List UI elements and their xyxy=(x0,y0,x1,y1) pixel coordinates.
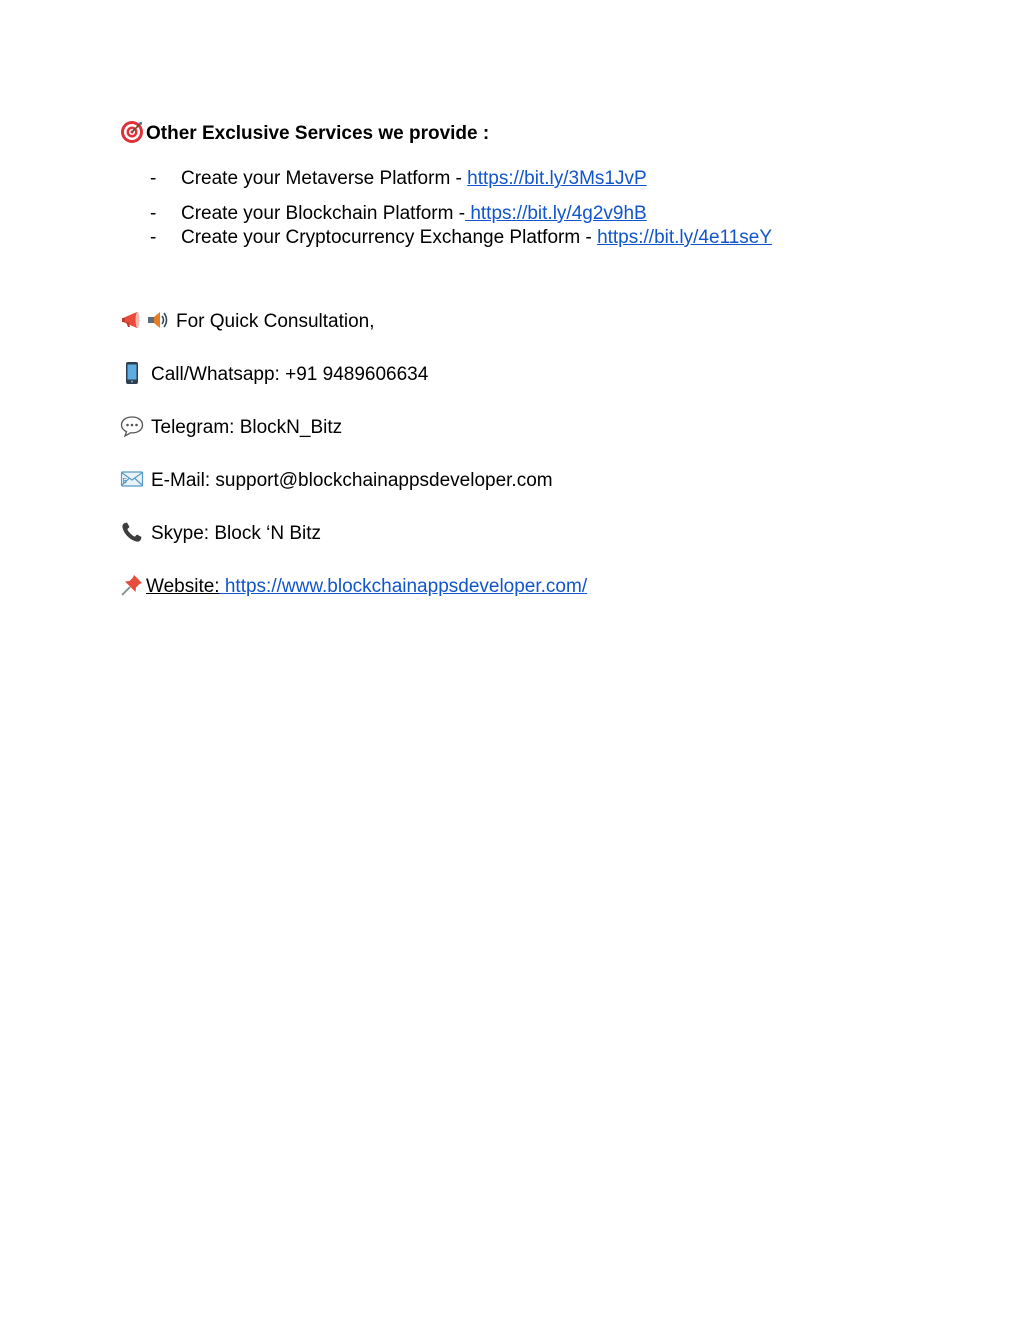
website-link[interactable]: https://www.blockchainappsdeveloper.com/ xyxy=(219,576,588,597)
speech-bubble-icon xyxy=(120,414,144,438)
megaphone-icon xyxy=(120,308,144,332)
metaverse-link[interactable]: https://bit.ly/3Ms1JvP xyxy=(467,168,647,189)
list-dash: - xyxy=(150,203,157,224)
blockchain-link[interactable]: https://bit.ly/4g2v9hB xyxy=(465,203,647,224)
mobile-phone-icon xyxy=(120,361,144,385)
skype-line xyxy=(120,520,321,546)
website-label: Website: xyxy=(146,576,220,597)
email-text: E-Mail: support@blockchainappsdeveloper.com xyxy=(151,470,553,491)
list-dash: - xyxy=(150,227,157,248)
exchange-link[interactable]: https://bit.ly/4e11seY xyxy=(597,227,773,248)
website-line xyxy=(120,573,587,599)
list-dash: - xyxy=(150,168,157,189)
service-label: Create your Cryptocurrency Exchange Platform - xyxy=(181,227,598,248)
target-icon xyxy=(120,120,144,144)
consultation-line xyxy=(120,308,375,334)
telegram-text: Telegram: BlockN_Bitz xyxy=(151,417,343,438)
service-label: Create your Blockchain Platform - xyxy=(181,203,466,224)
phone-text: Call/Whatsapp: +91 9489606634 xyxy=(151,364,429,385)
telephone-receiver-icon xyxy=(120,520,144,544)
svg-text:E: E xyxy=(122,477,127,485)
services-list xyxy=(150,167,772,250)
email-line xyxy=(120,467,553,493)
list-item xyxy=(150,167,772,191)
email-icon xyxy=(120,467,144,491)
pushpin-icon xyxy=(120,573,144,597)
services-heading-text: Other Exclusive Services we provide : xyxy=(146,123,490,144)
list-item xyxy=(150,226,772,250)
consultation-text: For Quick Consultation, xyxy=(176,311,375,332)
loudspeaker-icon xyxy=(145,308,169,332)
phone-line xyxy=(120,361,428,387)
list-item xyxy=(150,202,772,226)
skype-text: Skype: Block ‘N Bitz xyxy=(151,523,321,544)
services-heading xyxy=(120,120,489,146)
service-label: Create your Metaverse Platform - xyxy=(181,168,468,189)
telegram-line xyxy=(120,414,342,440)
